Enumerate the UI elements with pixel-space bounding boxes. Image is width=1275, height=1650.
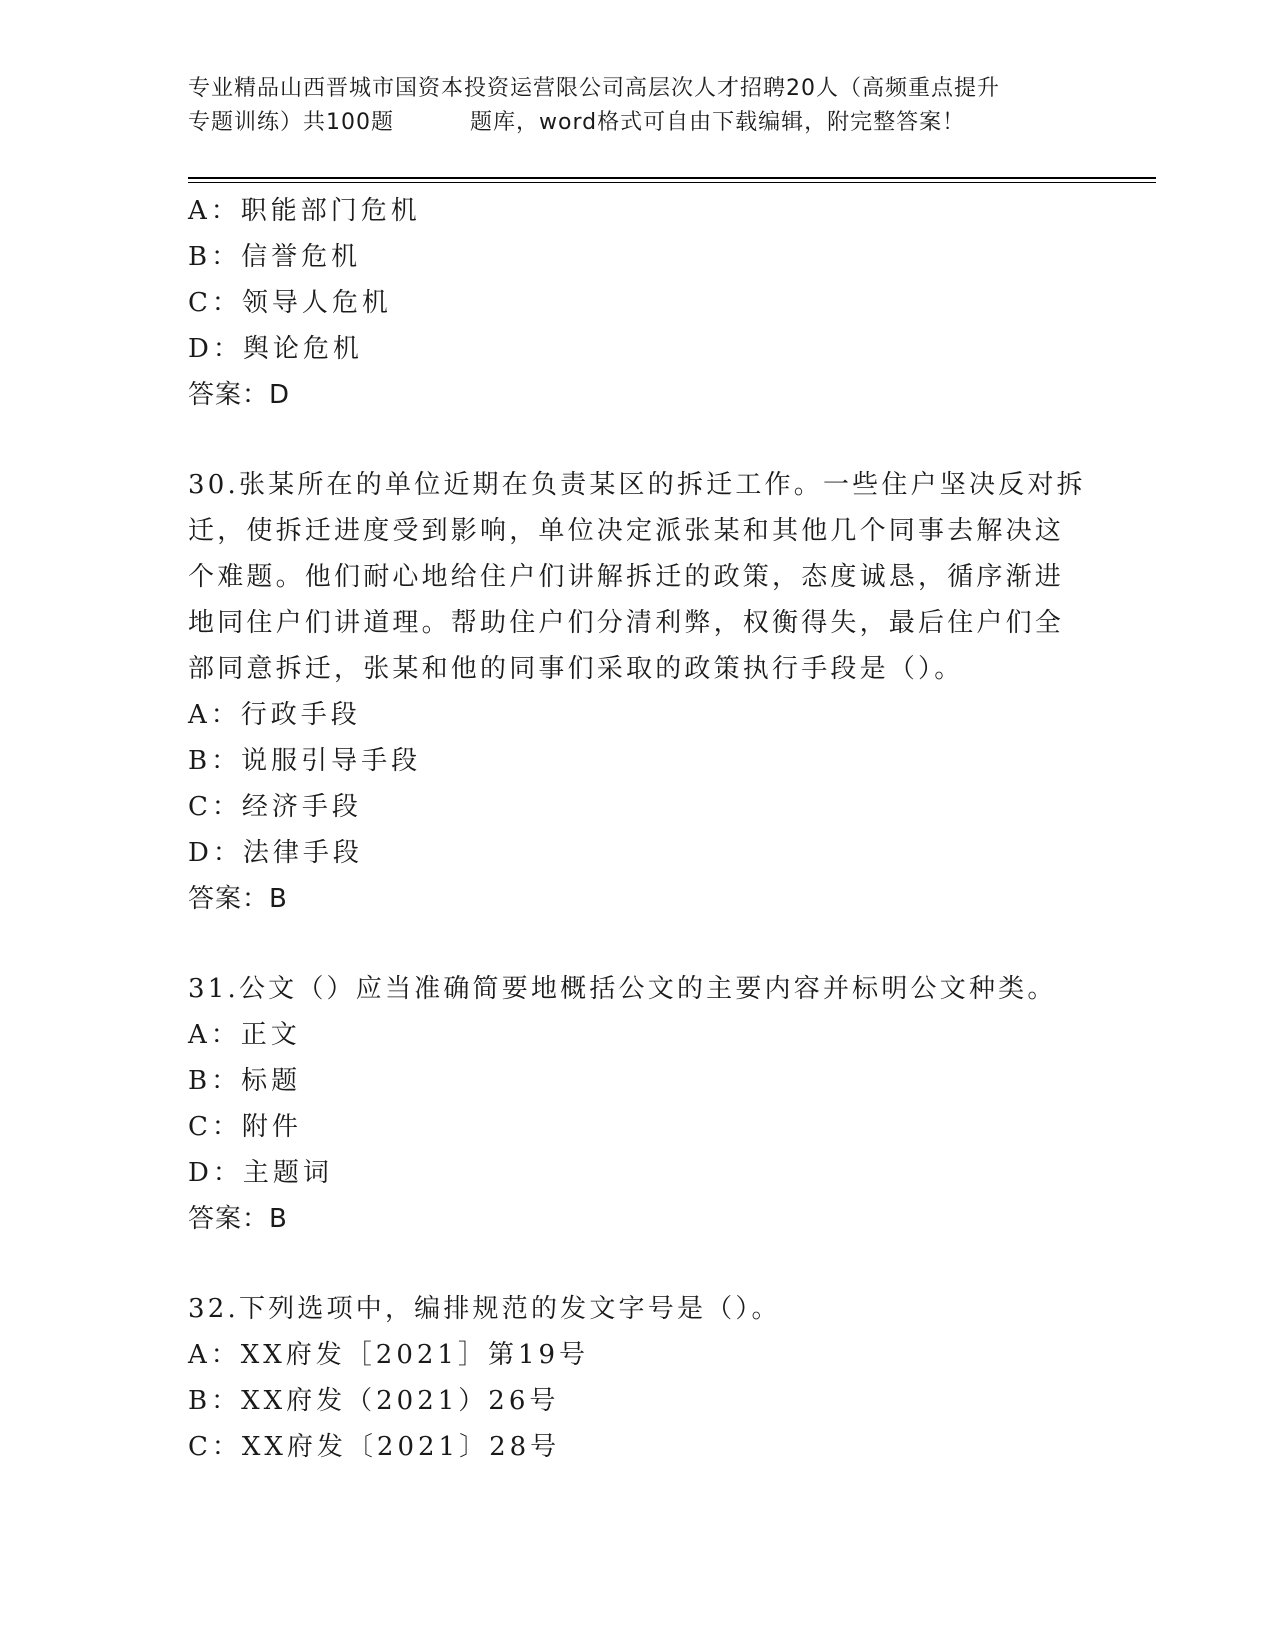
option-a: A：行政手段 (188, 700, 361, 730)
option-a: A：XX府发［2021］第19号 (188, 1340, 590, 1370)
option-d: D：法律手段 (188, 838, 363, 868)
question-32 (188, 1286, 1088, 1470)
header-line-2-part-1: 专题训练）共100题 (188, 110, 394, 135)
stem-line: 地同住户们讲道理。帮助住户们分清利弊，权衡得失，最后住户们全 (188, 608, 1065, 638)
stem-line: 部同意拆迁，张某和他的同事们采取的政策执行手段是（）。 (188, 654, 964, 684)
option-c: C：XX府发〔2021〕28号 (188, 1432, 561, 1462)
stem-line: 32.下列选项中，编排规范的发文字号是（）。 (188, 1294, 781, 1324)
question-29 (188, 188, 1088, 418)
stem-line: 31.公文（）应当准确简要地概括公文的主要内容并标明公文种类。 (188, 974, 1057, 1004)
header-line-1: 专业精品山西晋城市国资本投资运营限公司高层次人才招聘20人（高频重点提升 (188, 76, 1000, 101)
option-a: A：正文 (188, 1020, 301, 1050)
header-line-2-part-2: 题库，word格式可自由下载编辑，附完整答案！ (470, 110, 966, 135)
header-line-2 (188, 106, 1088, 140)
spacer (188, 418, 1088, 462)
header-rule-thick (188, 177, 1156, 179)
option-b: B：标题 (188, 1066, 302, 1096)
answer-line: 答案：B (188, 1204, 288, 1234)
option-b: B：XX府发（2021）26号 (188, 1386, 560, 1416)
option-c: C：领导人危机 (188, 288, 392, 318)
stem-line: 30.张某所在的单位近期在负责某区的拆迁工作。一些住户坚决反对拆 (188, 470, 1086, 500)
answer-line: 答案：D (188, 380, 291, 410)
question-stem (188, 966, 1088, 1012)
spacer (188, 1242, 1088, 1286)
option-d: D：舆论危机 (188, 334, 363, 364)
option-d: D：主题词 (188, 1158, 333, 1188)
option-b: B：信誉危机 (188, 242, 362, 272)
question-content (188, 188, 1088, 1470)
page-header (188, 72, 1088, 140)
question-31 (188, 966, 1088, 1242)
question-stem (188, 462, 1088, 692)
option-c: C：附件 (188, 1112, 302, 1142)
answer-line: 答案：B (188, 884, 288, 914)
option-c: C：经济手段 (188, 792, 362, 822)
option-b: B：说服引导手段 (188, 746, 422, 776)
option-a: A：职能部门危机 (188, 196, 421, 226)
spacer (188, 922, 1088, 966)
stem-line: 个难题。他们耐心地给住户们讲解拆迁的政策，态度诚恳，循序渐进 (188, 562, 1065, 592)
stem-line: 迁，使拆迁进度受到影响，单位决定派张某和其他几个同事去解决这 (188, 516, 1065, 546)
question-stem (188, 1286, 1088, 1332)
question-30 (188, 462, 1088, 922)
header-rule-thin (188, 182, 1156, 183)
